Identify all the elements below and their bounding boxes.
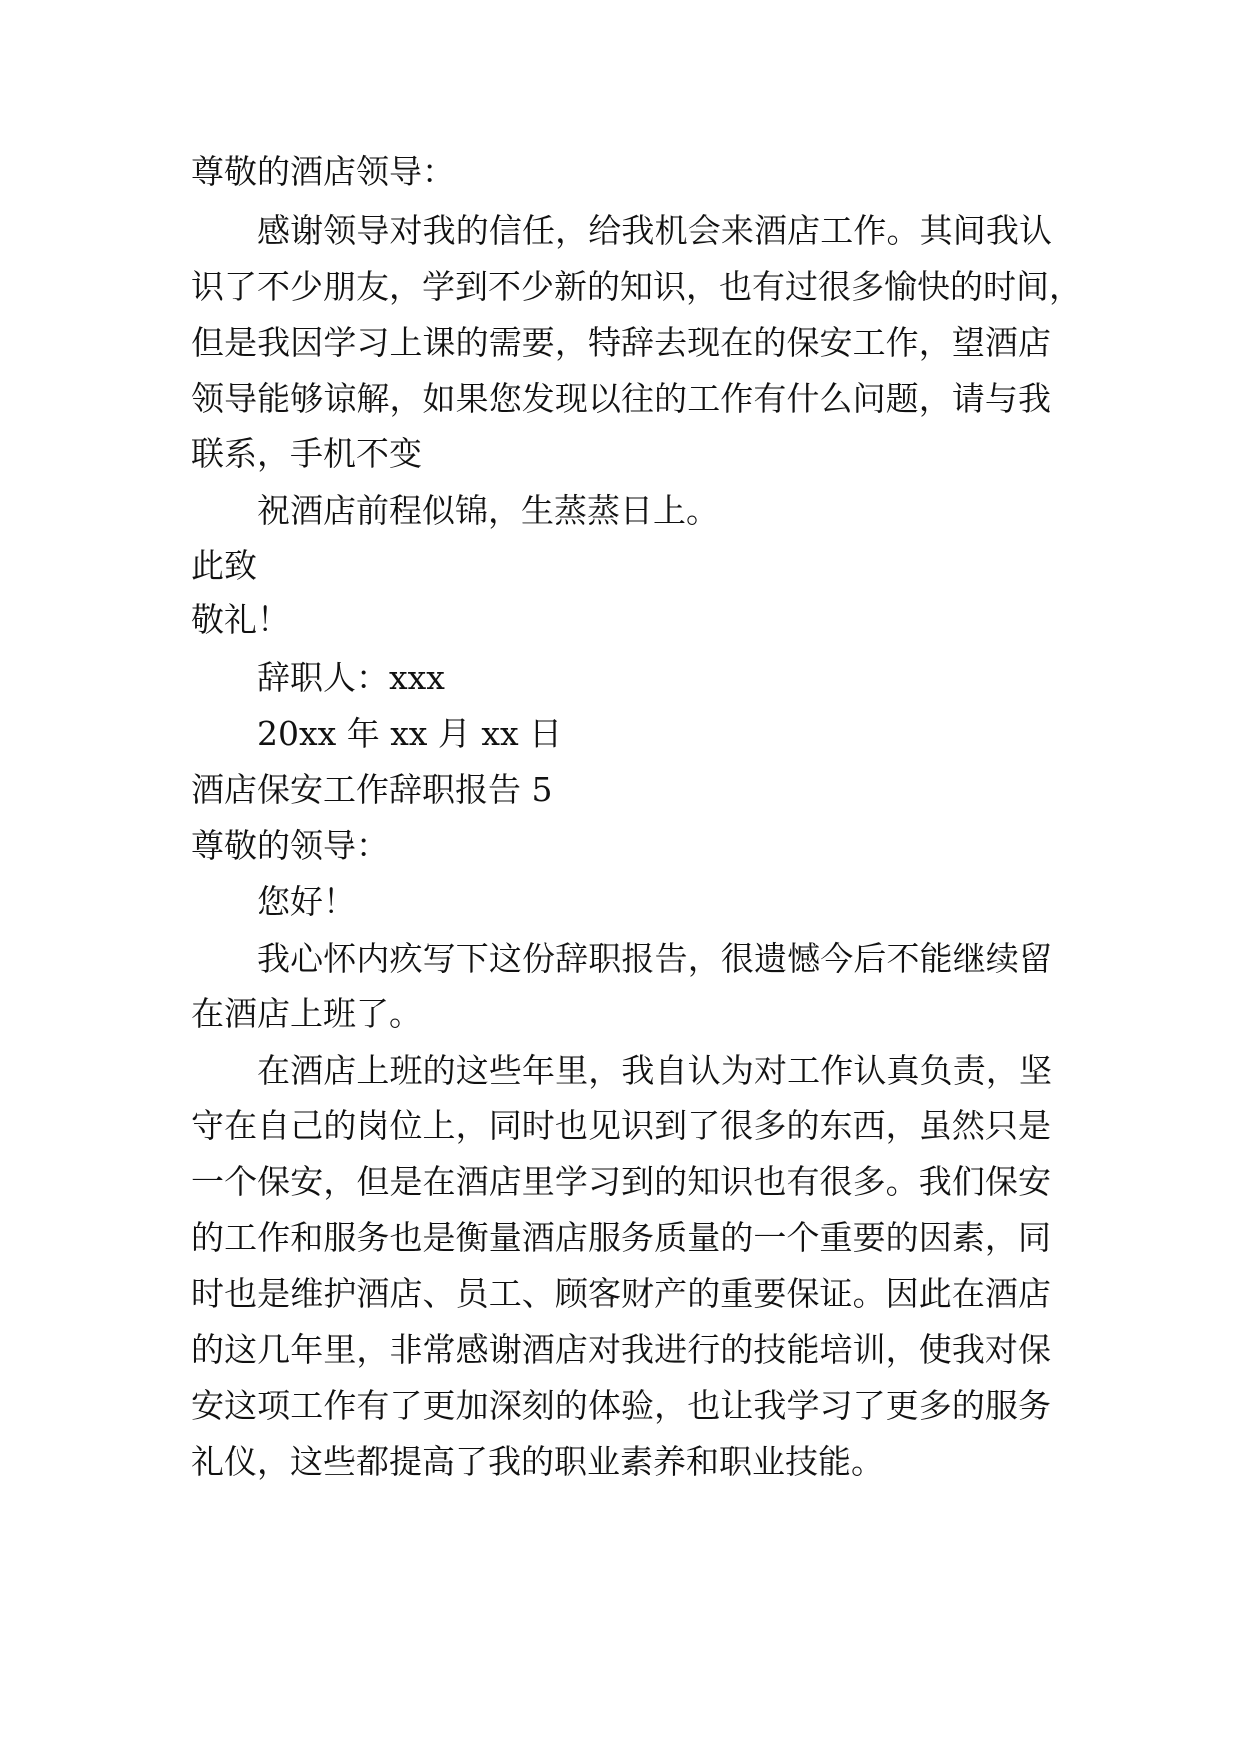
paragraph-line: 但是我因学习上课的需要，特辞去现在的保安工作，望酒店 — [191, 323, 1051, 362]
salutation: 尊敬的酒店领导： — [191, 152, 455, 191]
paragraph-line: 领导能够谅解，如果您发现以往的工作有什么问题，请与我 — [191, 379, 1051, 418]
paragraph-line: 礼仪，这些都提高了我的职业素养和职业技能。 — [191, 1442, 884, 1481]
paragraph-line: 联系，手机不变 — [191, 434, 422, 473]
paragraph-line: 时也是维护酒店、员工、顾客财产的重要保证。因此在酒店 — [191, 1274, 1051, 1313]
wish-line: 祝酒店前程似锦，生蒸蒸日上。 — [257, 491, 719, 530]
paragraph-line: 的这几年里，非常感谢酒店对我进行的技能培训，使我对保 — [191, 1330, 1051, 1369]
paragraph-line: 安这项工作有了更加深刻的体验，也让我学习了更多的服务 — [191, 1386, 1051, 1425]
paragraph-line: 感谢领导对我的信任，给我机会来酒店工作。其间我认 — [257, 211, 1052, 250]
paragraph-line: 在酒店上班的这些年里，我自认为对工作认真负责，坚 — [257, 1051, 1052, 1090]
paragraph-line: 一个保安，但是在酒店里学习到的知识也有很多。我们保安 — [191, 1162, 1051, 1201]
paragraph-line: 识了不少朋友，学到不少新的知识，也有过很多愉快的时间， — [191, 267, 1082, 306]
date-line: 20xx 年 xx 月 xx 日 — [257, 714, 563, 753]
closing-line: 此致 — [191, 546, 257, 585]
paragraph-line: 守在自己的岗位上，同时也见识到了很多的东西，虽然只是 — [191, 1106, 1051, 1145]
closing-line: 敬礼！ — [191, 600, 290, 639]
paragraph-line: 的工作和服务也是衡量酒店服务质量的一个重要的因素，同 — [191, 1218, 1051, 1257]
greeting-line: 您好！ — [257, 882, 356, 921]
salutation: 尊敬的领导： — [191, 826, 389, 865]
signer-line: 辞职人：xxx — [257, 658, 445, 697]
paragraph-line: 在酒店上班了。 — [191, 994, 422, 1033]
section-title: 酒店保安工作辞职报告 5 — [191, 770, 553, 809]
paragraph-line: 我心怀内疚写下这份辞职报告，很遗憾今后不能继续留 — [257, 939, 1052, 978]
